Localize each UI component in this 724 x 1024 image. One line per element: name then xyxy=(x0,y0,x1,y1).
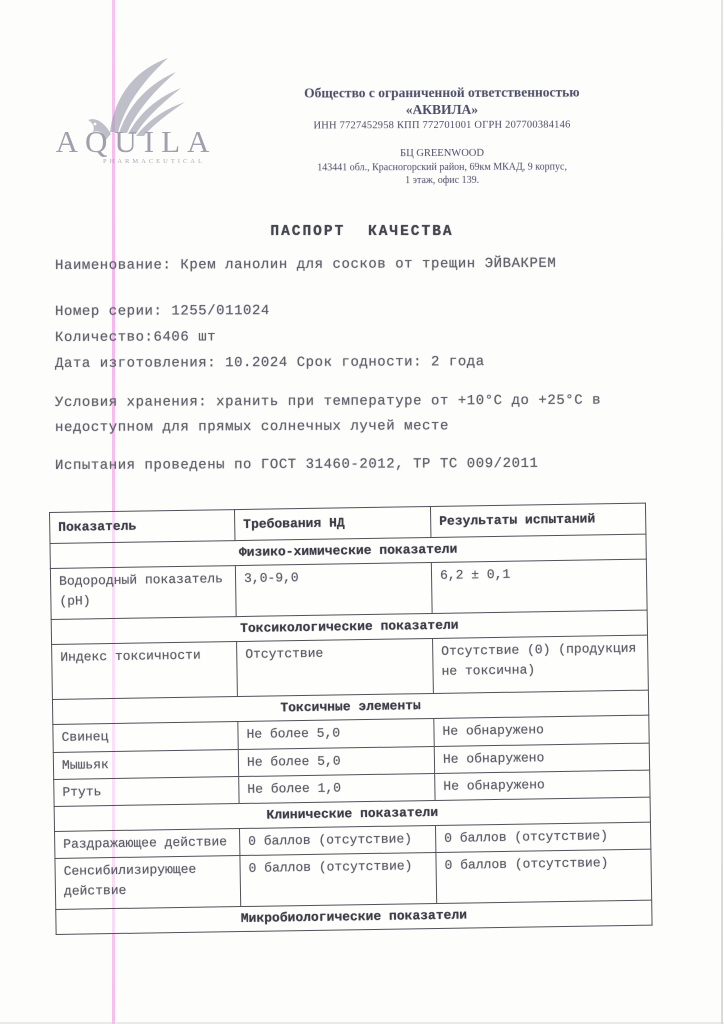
cell-result: 0 баллов (отсутствие) xyxy=(436,849,652,903)
company-header xyxy=(272,83,612,187)
cell-requirement: Не более 1,0 xyxy=(239,773,435,803)
column-header-requirements: Требования НД xyxy=(234,507,430,541)
cell-parameter: Мышьяк xyxy=(53,749,238,779)
cell-parameter: Индекс токсичности xyxy=(52,642,238,700)
field-quantity: Количество:6406 шт xyxy=(55,329,217,346)
cell-requirement: 3,0-9,0 xyxy=(235,563,432,617)
field-test-standards: Испытания проведены по ГОСТ 31460-2012, ТР ТС 009/2011 xyxy=(55,455,539,474)
logo-subtitle-text: PHARMACEUTICAL xyxy=(103,158,205,165)
cell-result: Отсутствие (0) (продукция не токсична) xyxy=(433,635,649,693)
cell-requirement: Отсутствие xyxy=(237,639,434,697)
logo-brand-text: AQUILA xyxy=(55,124,217,159)
page-edge-shadow-right xyxy=(721,0,723,1024)
cell-requirement: Не более 5,0 xyxy=(238,719,434,749)
aquila-logo xyxy=(48,52,223,172)
table-row-toxicity-index xyxy=(52,635,649,699)
field-storage-conditions-line1: Условия хранения: хранить при температуре от +10°С до +25°С в xyxy=(55,392,602,411)
cell-parameter: Водородный показатель (pH) xyxy=(50,566,236,620)
company-name: «АКВИЛА» xyxy=(405,101,479,118)
test-results-table-wrap xyxy=(49,503,653,936)
cell-requirement: 0 баллов (отсутствие) xyxy=(240,853,437,907)
field-product-name: Наименование: Крем ланолин для сосков от трещин ЭЙВАКРЕМ xyxy=(55,255,557,274)
company-address-line1: 143441 обл., Красногорский район, 69км МКАД, 9 корпус, xyxy=(317,161,567,174)
cell-requirement: 0 баллов (отсутствие) xyxy=(239,825,435,855)
table-row-ph xyxy=(50,559,647,619)
column-header-parameter: Показатель xyxy=(50,510,235,544)
section-label: Физико-химические показатели xyxy=(50,534,646,568)
table-row-sensitizing-action xyxy=(55,849,652,909)
document-title: ПАСПОРТ КАЧЕСТВА xyxy=(270,224,454,240)
test-results-table xyxy=(49,503,653,936)
cell-parameter: Ртуть xyxy=(54,776,239,806)
cell-result: Не обнаружено xyxy=(435,770,650,801)
cell-result: Не обнаружено xyxy=(434,716,649,747)
cell-result: 0 баллов (отсутствие) xyxy=(435,822,650,853)
column-header-results: Результаты испытаний xyxy=(430,503,645,537)
section-label: Клинические показатели xyxy=(54,797,650,831)
cell-result: 6,2 ± 0,1 xyxy=(431,559,647,613)
company-legal-form: Общество с ограниченной ответственностью xyxy=(304,84,580,101)
field-date-and-shelf-life: Дата изготовления: 10.2024 Срок годности: 2 года xyxy=(55,354,485,372)
cell-parameter: Раздражающее действие xyxy=(55,829,240,859)
business-center-name: БЦ GREENWOOD xyxy=(400,147,485,160)
cell-parameter: Свинец xyxy=(53,722,238,752)
company-registration-numbers: ИНН 7727452958 КПП 772701001 ОГРН 207700384146 xyxy=(313,119,571,132)
section-label: Токсикологические показатели xyxy=(51,610,647,644)
cell-requirement: Не более 5,0 xyxy=(238,746,434,776)
field-batch-number: Номер серии: 1255/011024 xyxy=(55,303,270,320)
field-storage-conditions-line2: недоступном для прямых солнечных лучей месте xyxy=(55,418,449,436)
section-label: Токсичные элементы xyxy=(52,690,648,724)
cell-result: Не обнаружено xyxy=(434,743,649,774)
cell-parameter: Сенсибилизирующее действие xyxy=(55,856,241,910)
company-address-line2: 1 этаж, офис 139. xyxy=(405,174,480,187)
section-label: Микробиологические показатели xyxy=(56,900,652,934)
